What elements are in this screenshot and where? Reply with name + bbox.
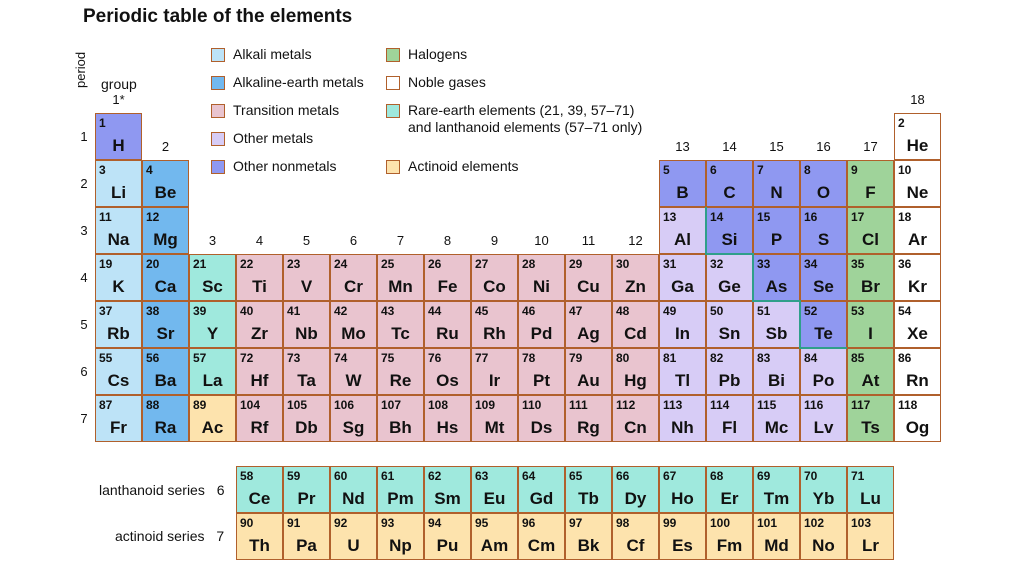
atomic-number: 78 xyxy=(522,351,536,365)
atomic-number: 24 xyxy=(334,257,348,271)
group-number-6: 6 xyxy=(349,233,358,248)
atomic-number: 98 xyxy=(616,516,630,530)
atomic-number: 33 xyxy=(757,257,771,271)
group-number-7: 7 xyxy=(396,233,405,248)
element-symbol: Pm xyxy=(387,489,414,508)
atomic-number: 107 xyxy=(381,398,402,412)
element-symbol: P xyxy=(770,230,783,249)
atomic-number: 18 xyxy=(898,210,912,224)
element-symbol: W xyxy=(345,371,362,390)
element-symbol: Sc xyxy=(202,277,223,296)
element-symbol: Se xyxy=(813,277,834,296)
element-symbol: Lv xyxy=(813,418,834,437)
element-symbol: Rh xyxy=(483,324,506,343)
atomic-number: 64 xyxy=(522,469,536,483)
atomic-number: 51 xyxy=(757,304,771,318)
element-symbol: Mt xyxy=(484,418,505,437)
atomic-number: 100 xyxy=(710,516,731,530)
period-number-4: 4 xyxy=(80,270,88,285)
element-symbol: Be xyxy=(154,183,177,202)
atomic-number: 48 xyxy=(616,304,630,318)
element-symbol: B xyxy=(676,183,689,202)
group-number-1: 1* xyxy=(112,92,125,107)
element-symbol: Te xyxy=(814,324,833,343)
legend-label-rare-earth: Rare-earth elements (21, 39, 57–71) and lanthanoid elements (57–71 only) xyxy=(408,102,643,135)
element-symbol: Ra xyxy=(154,418,177,437)
element-symbol: Tc xyxy=(391,324,410,343)
period-number-7: 7 xyxy=(80,411,88,426)
period-number-1: 1 xyxy=(80,129,88,144)
atomic-number: 105 xyxy=(287,398,308,412)
element-symbol: Fr xyxy=(110,418,127,437)
atomic-number: 14 xyxy=(710,210,724,224)
element-symbol: Ti xyxy=(252,277,267,296)
atomic-number: 32 xyxy=(710,257,724,271)
atomic-number: 79 xyxy=(569,351,583,365)
atomic-number: 67 xyxy=(663,469,677,483)
legend-label-continued: and lanthanoid elements (57–71 only) xyxy=(408,119,643,135)
metalloid-boundary xyxy=(706,207,847,348)
element-symbol: Sb xyxy=(765,324,788,343)
element-symbol: Hg xyxy=(624,371,647,390)
period-axis-label: period xyxy=(73,51,88,88)
element-symbol: Rn xyxy=(906,371,929,390)
atomic-number: 43 xyxy=(381,304,395,318)
element-symbol: Po xyxy=(812,371,835,390)
atomic-number: 85 xyxy=(851,351,865,365)
element-symbol: Ds xyxy=(530,418,553,437)
lanthanoid-series-period: 6 xyxy=(216,482,225,498)
legend-label-alkaline: Alkaline-earth metals xyxy=(233,74,364,90)
element-symbol: Rf xyxy=(250,418,269,437)
element-symbol: Cs xyxy=(107,371,130,390)
element-symbol: S xyxy=(817,230,830,249)
element-symbol: Ba xyxy=(154,371,177,390)
atomic-number: 53 xyxy=(851,304,865,318)
element-symbol: Ta xyxy=(297,371,316,390)
atomic-number: 80 xyxy=(616,351,630,365)
element-symbol: Gd xyxy=(529,489,554,508)
atomic-number: 27 xyxy=(475,257,489,271)
atomic-number: 116 xyxy=(804,398,824,412)
legend-label-actinoid: Actinoid elements xyxy=(408,158,519,174)
atomic-number: 63 xyxy=(475,469,489,483)
atomic-number: 89 xyxy=(193,398,207,412)
atomic-number: 41 xyxy=(287,304,301,318)
atomic-number: 23 xyxy=(287,257,301,271)
atomic-number: 109 xyxy=(475,398,496,412)
atomic-number: 81 xyxy=(663,351,677,365)
atomic-number: 1 xyxy=(99,116,106,130)
element-symbol: Hf xyxy=(250,371,269,390)
element-symbol: Eu xyxy=(483,489,506,508)
element-symbol: Pu xyxy=(436,536,459,555)
atomic-number: 56 xyxy=(146,351,160,365)
atomic-number: 57 xyxy=(193,351,207,365)
element-symbol: Mc xyxy=(764,418,789,437)
atomic-number: 95 xyxy=(475,516,489,530)
group-number-3: 3 xyxy=(208,233,217,248)
element-symbol: Xe xyxy=(907,324,928,343)
group-number-12: 12 xyxy=(628,233,643,248)
atomic-number: 84 xyxy=(804,351,818,365)
legend-label-alkali: Alkali metals xyxy=(233,46,312,62)
element-symbol: Li xyxy=(110,183,127,202)
atomic-number: 61 xyxy=(381,469,395,483)
atomic-number: 20 xyxy=(146,257,160,271)
element-symbol: Ir xyxy=(488,371,501,390)
atomic-number: 112 xyxy=(616,398,636,412)
atomic-number: 59 xyxy=(287,469,301,483)
atomic-number: 96 xyxy=(522,516,536,530)
atomic-number: 50 xyxy=(710,304,724,318)
atomic-number: 34 xyxy=(804,257,818,271)
group-number-4: 4 xyxy=(255,233,264,248)
group-axis-label: group xyxy=(101,76,137,92)
element-symbol: Ho xyxy=(671,489,694,508)
atomic-number: 38 xyxy=(146,304,160,318)
element-symbol: Nb xyxy=(295,324,318,343)
element-symbol: Lu xyxy=(860,489,881,508)
atomic-number: 47 xyxy=(569,304,583,318)
period-number-5: 5 xyxy=(80,317,88,332)
element-symbol: N xyxy=(770,183,783,202)
atomic-number: 45 xyxy=(475,304,489,318)
atomic-number: 114 xyxy=(710,398,730,412)
atomic-number: 5 xyxy=(663,163,670,177)
atomic-number: 6 xyxy=(710,163,717,177)
element-symbol: Ac xyxy=(201,418,224,437)
atomic-number: 37 xyxy=(99,304,113,318)
atomic-number: 88 xyxy=(146,398,160,412)
lanthanoid-series-text: lanthanoid series xyxy=(99,482,205,498)
element-symbol: Tb xyxy=(578,489,599,508)
element-symbol: Am xyxy=(480,536,509,555)
atomic-number: 52 xyxy=(804,304,818,318)
element-symbol: Br xyxy=(861,277,880,296)
element-symbol: Er xyxy=(720,489,739,508)
group-number-9: 9 xyxy=(490,233,499,248)
element-symbol: Al xyxy=(674,230,691,249)
element-symbol: Co xyxy=(483,277,506,296)
element-symbol: Ru xyxy=(436,324,459,343)
atomic-number: 36 xyxy=(898,257,912,271)
element-symbol: Lr xyxy=(862,536,879,555)
atomic-number: 99 xyxy=(663,516,677,530)
element-symbol: Pb xyxy=(718,371,741,390)
atomic-number: 13 xyxy=(663,210,677,224)
element-symbol: Bk xyxy=(577,536,600,555)
atomic-number: 44 xyxy=(428,304,442,318)
atomic-number: 35 xyxy=(851,257,865,271)
element-symbol: Sg xyxy=(342,418,365,437)
element-symbol: Cn xyxy=(624,418,647,437)
atomic-number: 91 xyxy=(287,516,301,530)
atomic-number: 74 xyxy=(334,351,348,365)
element-symbol: As xyxy=(765,277,788,296)
atomic-number: 118 xyxy=(898,398,918,412)
element-symbol: Zr xyxy=(251,324,268,343)
element-symbol: Y xyxy=(206,324,219,343)
atomic-number: 71 xyxy=(851,469,865,483)
atomic-number: 106 xyxy=(334,398,355,412)
atomic-number: 103 xyxy=(851,516,872,530)
atomic-number: 30 xyxy=(616,257,630,271)
atomic-number: 40 xyxy=(240,304,254,318)
atomic-number: 10 xyxy=(898,163,912,177)
atomic-number: 9 xyxy=(851,163,858,177)
atomic-number: 62 xyxy=(428,469,442,483)
atomic-number: 58 xyxy=(240,469,254,483)
atomic-number: 7 xyxy=(757,163,764,177)
element-symbol: Tm xyxy=(763,489,790,508)
element-symbol: Ne xyxy=(906,183,929,202)
atomic-number: 104 xyxy=(240,398,261,412)
atomic-number: 25 xyxy=(381,257,395,271)
atomic-number: 90 xyxy=(240,516,254,530)
element-symbol: O xyxy=(816,183,831,202)
element-symbol: C xyxy=(723,183,736,202)
atomic-number: 102 xyxy=(804,516,825,530)
atomic-number: 29 xyxy=(569,257,583,271)
element-symbol: Cu xyxy=(577,277,600,296)
element-symbol: Yb xyxy=(812,489,835,508)
atomic-number: 92 xyxy=(334,516,348,530)
atomic-number: 87 xyxy=(99,398,113,412)
atomic-number: 19 xyxy=(99,257,113,271)
element-symbol: Bh xyxy=(389,418,412,437)
atomic-number: 75 xyxy=(381,351,395,365)
group-number-14: 14 xyxy=(722,139,737,154)
atomic-number: 46 xyxy=(522,304,536,318)
atomic-number: 76 xyxy=(428,351,442,365)
element-symbol: Fm xyxy=(716,536,743,555)
atomic-number: 22 xyxy=(240,257,254,271)
atomic-number: 3 xyxy=(99,163,106,177)
element-symbol: La xyxy=(202,371,223,390)
atomic-number: 16 xyxy=(804,210,818,224)
element-symbol: Sn xyxy=(718,324,741,343)
atomic-number: 42 xyxy=(334,304,348,318)
atomic-number: 28 xyxy=(522,257,536,271)
element-symbol: Cm xyxy=(527,536,556,555)
atomic-number: 8 xyxy=(804,163,811,177)
atomic-number: 39 xyxy=(193,304,207,318)
atomic-number: 60 xyxy=(334,469,348,483)
atomic-number: 2 xyxy=(898,116,905,130)
group-number-13: 13 xyxy=(675,139,690,154)
atomic-number: 54 xyxy=(898,304,912,318)
period-number-3: 3 xyxy=(80,223,88,238)
element-symbol: Ga xyxy=(671,277,694,296)
group-number-17: 17 xyxy=(863,139,878,154)
element-symbol: Cr xyxy=(344,277,363,296)
element-symbol: Ni xyxy=(533,277,550,296)
element-symbol: Ge xyxy=(718,277,741,296)
element-symbol: Pt xyxy=(533,371,550,390)
element-symbol: Ar xyxy=(908,230,927,249)
element-symbol: Si xyxy=(721,230,738,249)
element-symbol: Mg xyxy=(153,230,178,249)
element-symbol: Sr xyxy=(156,324,175,343)
atomic-number: 65 xyxy=(569,469,583,483)
element-symbol: Db xyxy=(295,418,318,437)
atomic-number: 72 xyxy=(240,351,254,365)
atomic-number: 86 xyxy=(898,351,912,365)
atomic-number: 113 xyxy=(663,398,683,412)
atomic-number: 108 xyxy=(428,398,449,412)
element-symbol: Pd xyxy=(530,324,553,343)
element-symbol: Zn xyxy=(625,277,646,296)
legend-label-noble: Noble gases xyxy=(408,74,486,90)
element-symbol: Es xyxy=(672,536,693,555)
group-number-8: 8 xyxy=(443,233,452,248)
atomic-number: 94 xyxy=(428,516,442,530)
element-symbol: Re xyxy=(389,371,412,390)
group-number-16: 16 xyxy=(816,139,831,154)
atomic-number: 4 xyxy=(146,163,153,177)
page-title: Periodic table of the elements xyxy=(83,6,353,27)
atomic-number: 82 xyxy=(710,351,724,365)
atomic-number: 117 xyxy=(851,398,871,412)
legend-label-transition: Transition metals xyxy=(233,102,340,118)
atomic-number: 26 xyxy=(428,257,442,271)
element-symbol: At xyxy=(861,371,880,390)
element-symbol: Np xyxy=(389,536,412,555)
element-symbol: Pa xyxy=(296,536,317,555)
atomic-number: 69 xyxy=(757,469,771,483)
atomic-number: 66 xyxy=(616,469,630,483)
atomic-number: 73 xyxy=(287,351,301,365)
element-symbol: Th xyxy=(249,536,270,555)
actinoid-series-period: 7 xyxy=(216,528,225,544)
element-symbol: Cf xyxy=(626,536,645,555)
atomic-number: 93 xyxy=(381,516,395,530)
legend-label-nonmetal: Other nonmetals xyxy=(233,158,337,174)
element-symbol: Hs xyxy=(436,418,459,437)
group-number-11: 11 xyxy=(581,233,596,248)
atomic-number: 49 xyxy=(663,304,677,318)
element-symbol: Og xyxy=(905,418,930,437)
element-symbol: Cl xyxy=(862,230,879,249)
group-number-5: 5 xyxy=(302,233,311,248)
element-symbol: Sm xyxy=(434,489,461,508)
atomic-number: 110 xyxy=(522,398,542,412)
element-symbol: Ca xyxy=(154,277,177,296)
atomic-number: 12 xyxy=(146,210,160,224)
element-symbol: Na xyxy=(107,230,130,249)
atomic-number: 83 xyxy=(757,351,771,365)
atomic-number: 77 xyxy=(475,351,489,365)
element-symbol: Fe xyxy=(437,277,458,296)
legend-label-other-metal: Other metals xyxy=(233,130,314,146)
element-symbol: Rg xyxy=(577,418,600,437)
atomic-number: 70 xyxy=(804,469,818,483)
group-number-2: 2 xyxy=(161,139,170,154)
element-symbol: Tl xyxy=(674,371,691,390)
element-symbol: Nd xyxy=(342,489,365,508)
element-symbol: In xyxy=(674,324,691,343)
legend-label-halogen: Halogens xyxy=(408,46,468,62)
group-number-18: 18 xyxy=(910,92,925,107)
atomic-number: 11 xyxy=(99,210,112,224)
element-symbol: I xyxy=(868,324,873,343)
element-symbol: He xyxy=(906,136,929,155)
atomic-number: 68 xyxy=(710,469,724,483)
element-symbol: Pr xyxy=(297,489,316,508)
actinoid-series-text: actinoid series xyxy=(115,528,205,544)
element-symbol: Cd xyxy=(624,324,647,343)
atomic-number: 111 xyxy=(569,398,588,412)
element-symbol: U xyxy=(347,536,360,555)
group-number-15: 15 xyxy=(769,139,784,154)
atomic-number: 15 xyxy=(757,210,771,224)
element-symbol: Dy xyxy=(624,489,647,508)
element-symbol: Rb xyxy=(107,324,130,343)
element-symbol: Ce xyxy=(248,489,271,508)
atomic-number: 101 xyxy=(757,516,778,530)
group-number-10: 10 xyxy=(534,233,549,248)
atomic-number: 55 xyxy=(99,351,113,365)
element-symbol: F xyxy=(865,183,876,202)
element-symbol: Mn xyxy=(388,277,413,296)
element-symbol: Ts xyxy=(861,418,880,437)
element-symbol: Nh xyxy=(671,418,694,437)
atomic-number: 21 xyxy=(193,257,207,271)
element-symbol: Fl xyxy=(721,418,738,437)
element-symbol: Ag xyxy=(577,324,600,343)
atomic-number: 17 xyxy=(851,210,865,224)
element-symbol: Os xyxy=(436,371,459,390)
atomic-number: 97 xyxy=(569,516,583,530)
period-number-6: 6 xyxy=(80,364,88,379)
element-symbol: K xyxy=(112,277,125,296)
element-symbol: Bi xyxy=(768,371,785,390)
element-symbol: No xyxy=(812,536,835,555)
element-symbol: Mo xyxy=(341,324,366,343)
period-number-2: 2 xyxy=(80,176,88,191)
element-symbol: H xyxy=(112,136,125,155)
atomic-number: 31 xyxy=(663,257,677,271)
atomic-number: 115 xyxy=(757,398,777,412)
element-symbol: Au xyxy=(577,371,600,390)
element-symbol: V xyxy=(300,277,313,296)
element-symbol: Md xyxy=(764,536,789,555)
element-symbol: Kr xyxy=(908,277,927,296)
